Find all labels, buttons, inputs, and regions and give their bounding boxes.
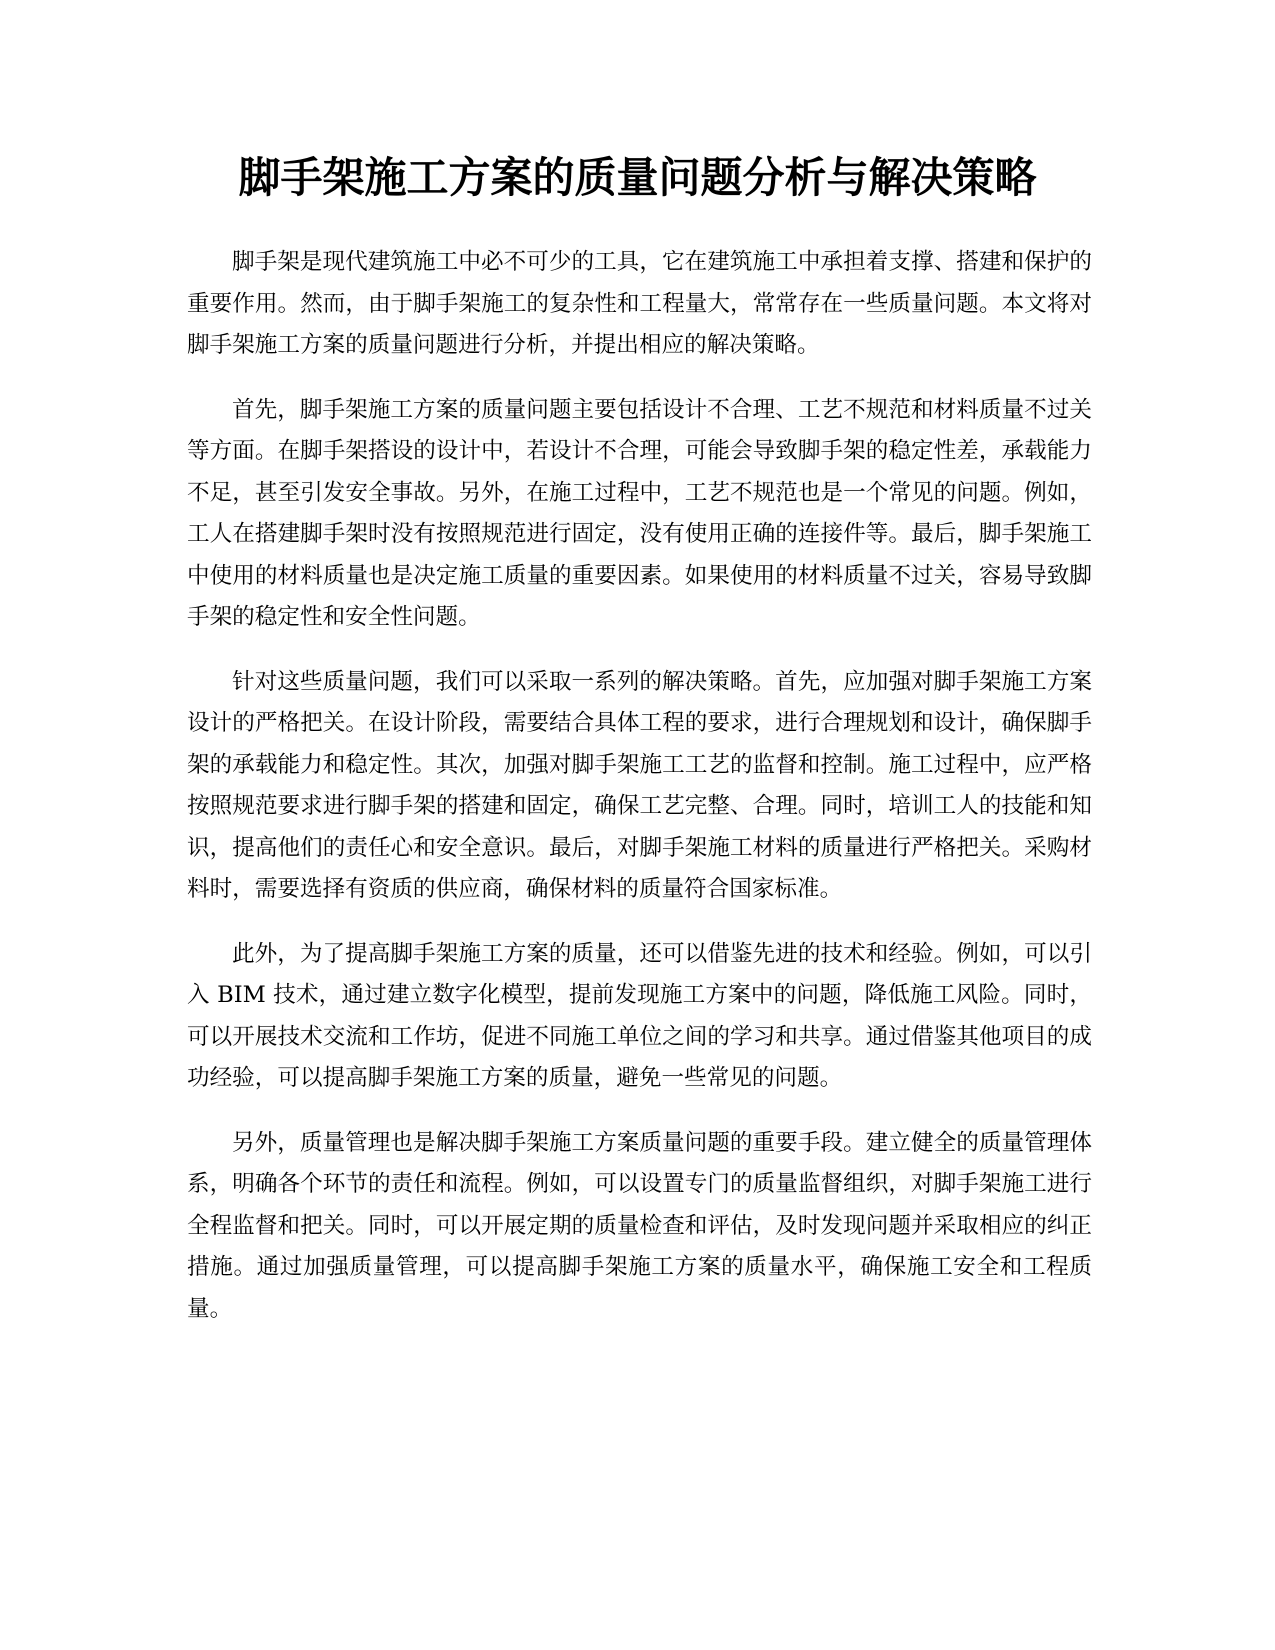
document-title: 脚手架施工方案的质量问题分析与解决策略 <box>238 153 1037 202</box>
paragraph-quality-management: 另外，质量管理也是解决脚手架施工方案质量问题的重要手段。建立健全的质量管理体系，明确各个环节的责任和流程。例如，可以设置专门的质量监督组织，对脚手架施工进行全程监督和把关。同时，可以开展定期的质量检查和评估，及时发现问题并采取相应的纠正措施。通过加强质量管理，可以提高脚手架施工方案的质量水平，确保施工安全和工程质量。 <box>187 1129 1092 1322</box>
paragraph-intro: 脚手架是现代建筑施工中必不可少的工具，它在建筑施工中承担着支撑、搭建和保护的重要作用。然而，由于脚手架施工的复杂性和工程量大，常常存在一些质量问题。本文将对脚手架施工方案的质量问题进行分析，并提出相应的解决策略。 <box>187 249 1092 358</box>
paragraph-strategies: 针对这些质量问题，我们可以采取一系列的解决策略。首先，应加强对脚手架施工方案设计的严格把关。在设计阶段，需要结合具体工程的要求，进行合理规划和设计，确保脚手架的承载能力和稳定性。其次，加强对脚手架施工工艺的监督和控制。施工过程中，应严格按照规范要求进行脚手架的搭建和固定，确保工艺完整、合理。同时，培训工人的技能和知识，提高他们的责任心和安全意识。最后，对脚手架施工材料的质量进行严格把关。采购材料时，需要选择有资质的供应商，确保材料的质量符合国家标准。 <box>187 668 1092 902</box>
document-body <box>187 242 1092 1353</box>
paragraph-technology: 此外，为了提高脚手架施工方案的质量，还可以借鉴先进的技术和经验。例如，可以引入 BIM 技术，通过建立数字化模型，提前发现施工方案中的问题，降低施工风险。同时，可以开展技术交流和工作坊，促进不同施工单位之间的学习和共享。通过借鉴其他项目的成功经验，可以提高脚手架施工方案的质量，避免一些常见的问题。 <box>187 940 1092 1091</box>
paragraph-problems: 首先，脚手架施工方案的质量问题主要包括设计不合理、工艺不规范和材料质量不过关等方面。在脚手架搭设的设计中，若设计不合理，可能会导致脚手架的稳定性差，承载能力不足，甚至引发安全事故。另外，在施工过程中，工艺不规范也是一个常见的问题。例如，工人在搭建脚手架时没有按照规范进行固定，没有使用正确的连接件等。最后，脚手架施工中使用的材料质量也是决定施工质量的重要因素。如果使用的材料质量不过关，容易导致脚手架的稳定性和安全性问题。 <box>187 396 1092 630</box>
